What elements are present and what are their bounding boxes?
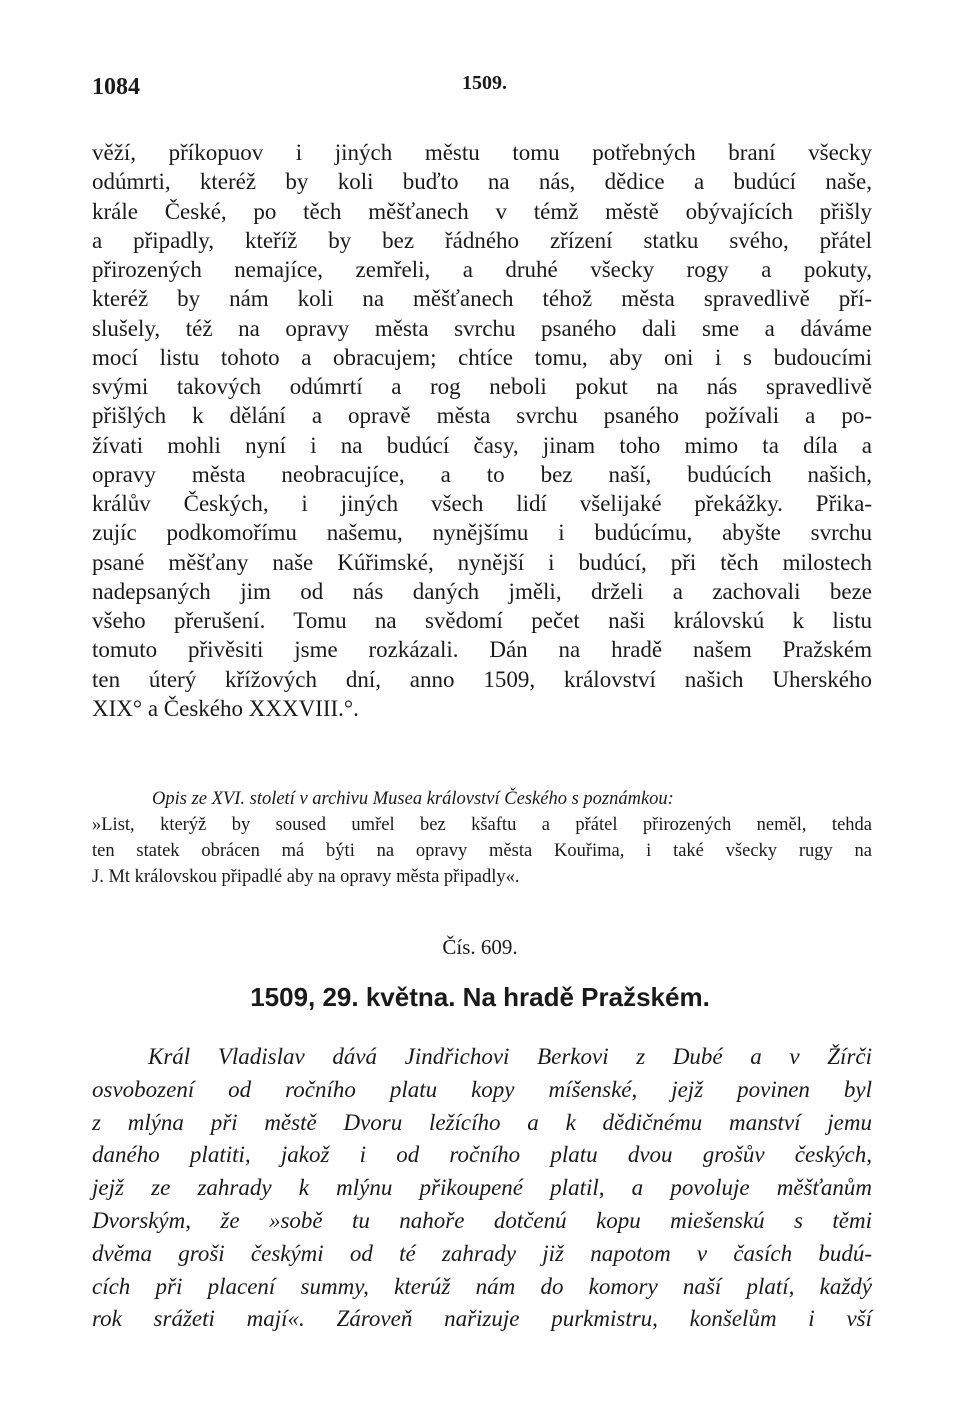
- text-line: svými takových odúmrtí a rog neboli pokut na nás spravedlivě: [92, 374, 872, 399]
- document-heading: 1509, 29. května. Na hradě Pražském.: [250, 982, 710, 1012]
- summary-line: rok srážeti mají«. Zároveň nařizuje purkmistru, konšelům i vší: [92, 1306, 872, 1332]
- note-line: »List, kterýž by soused umřel bez kšaftu a přátel přirozených neměl, tehda: [92, 815, 872, 835]
- document-number: Čís. 609.: [442, 935, 518, 959]
- text-line: všeho přerušení. Tomu na svědomí pečet naši královskú k listu: [92, 608, 872, 633]
- text-line: mocí listu tohoto a obracujem; chtíce tomu, aby oni i s budoucími: [92, 344, 872, 370]
- page-header: [92, 74, 872, 104]
- text-line: XIX° a Českého XXXVIII.°.: [92, 695, 359, 721]
- text-line: králův Českých, i jiných všech lidí všelijaké překážky. Přika-: [92, 491, 872, 516]
- summary-line: daného platiti, jakož i od ročního platu dvou grošův českých,: [92, 1142, 872, 1168]
- text-line: kteréž by nám koli na měšťanech téhož města spravedlivě pří-: [92, 286, 872, 312]
- text-line: odúmrti, kteréž by koli buďto na nás, dědice a budúcí naše,: [92, 169, 872, 195]
- summary-line: dvěma groši českými od té zahrady již napotom v časích budú-: [92, 1240, 872, 1266]
- text-line: psané měšťany naše Kúřimské, nynější i budúcí, při těch milostech: [92, 549, 872, 575]
- text-line: tomuto přivěsiti jsme rozkázali. Dán na hradě našem Pražském: [92, 637, 872, 663]
- text-line: přirozených nemajíce, zemřeli, a druhé všecky rogy a pokuty,: [92, 257, 872, 282]
- summary-line: cích při placení summy, kterúž nám do komory naší platí, každý: [92, 1273, 872, 1299]
- summary-line: Dvorským, že »sobě tu nahoře dotčenú kopu miešenskú s těmi: [92, 1207, 872, 1233]
- text-line: nadepsaných jim od nás daných jměli, drželi a zachovali beze: [92, 578, 872, 604]
- note-line: J. Mt královskou připadlé aby na opravy města připadly«.: [92, 867, 520, 887]
- summary-line: jejž ze zahrady k mlýnu přikoupené platil, a povoluje měšťanům: [92, 1175, 872, 1201]
- document-summary: [92, 1041, 872, 1336]
- text-line: krále České, po těch měšťanech v témž městě obývajících přišly: [92, 198, 872, 224]
- summary-line: Král Vladislav dává Jindřichovi Berkovi z Dubé a v Žírči: [148, 1044, 872, 1069]
- note-line: Opis ze XVI. století v archivu Musea království Českého s poznámkou:: [152, 789, 674, 809]
- text-line: a připadly, kteříž by bez řádného zřízení statku svého, přátel: [92, 227, 872, 253]
- text-line: zujíc podkomořímu našemu, nynějšímu i budúcímu, abyšte svrchu: [92, 520, 872, 546]
- charter-text: [92, 138, 872, 723]
- text-line: ten úterý křížových dní, anno 1509, království našich Uherského: [92, 666, 872, 692]
- text-line: žívati mohli nyní i na budúcí časy, jinam toho mimo ta díla a: [92, 432, 872, 458]
- text-line: opravy města neobracujíce, a to bez naší, budúcích našich,: [92, 461, 872, 487]
- text-line: přišlých k dělání a opravě města svrchu psaného požívali a po-: [92, 403, 872, 429]
- running-head-year: 1509.: [462, 72, 507, 94]
- text-line: věží, příkopuov i jiných městu tomu potřebných braní všecky: [92, 140, 872, 165]
- note-line: ten statek obrácen má býti na opravy města Kouřima, i také všecky rugy na: [92, 841, 872, 861]
- page-number: 1084: [92, 74, 140, 100]
- source-note: [92, 786, 872, 890]
- text-line: slušely, též na opravy města svrchu psaného dali sme a dáváme: [92, 315, 872, 341]
- summary-line: osvobození od ročního platu kopy míšenské, jejž povinen byl: [92, 1076, 872, 1102]
- summary-line: z mlýna při městě Dvoru ležícího a k dědičnému manství jemu: [92, 1109, 872, 1135]
